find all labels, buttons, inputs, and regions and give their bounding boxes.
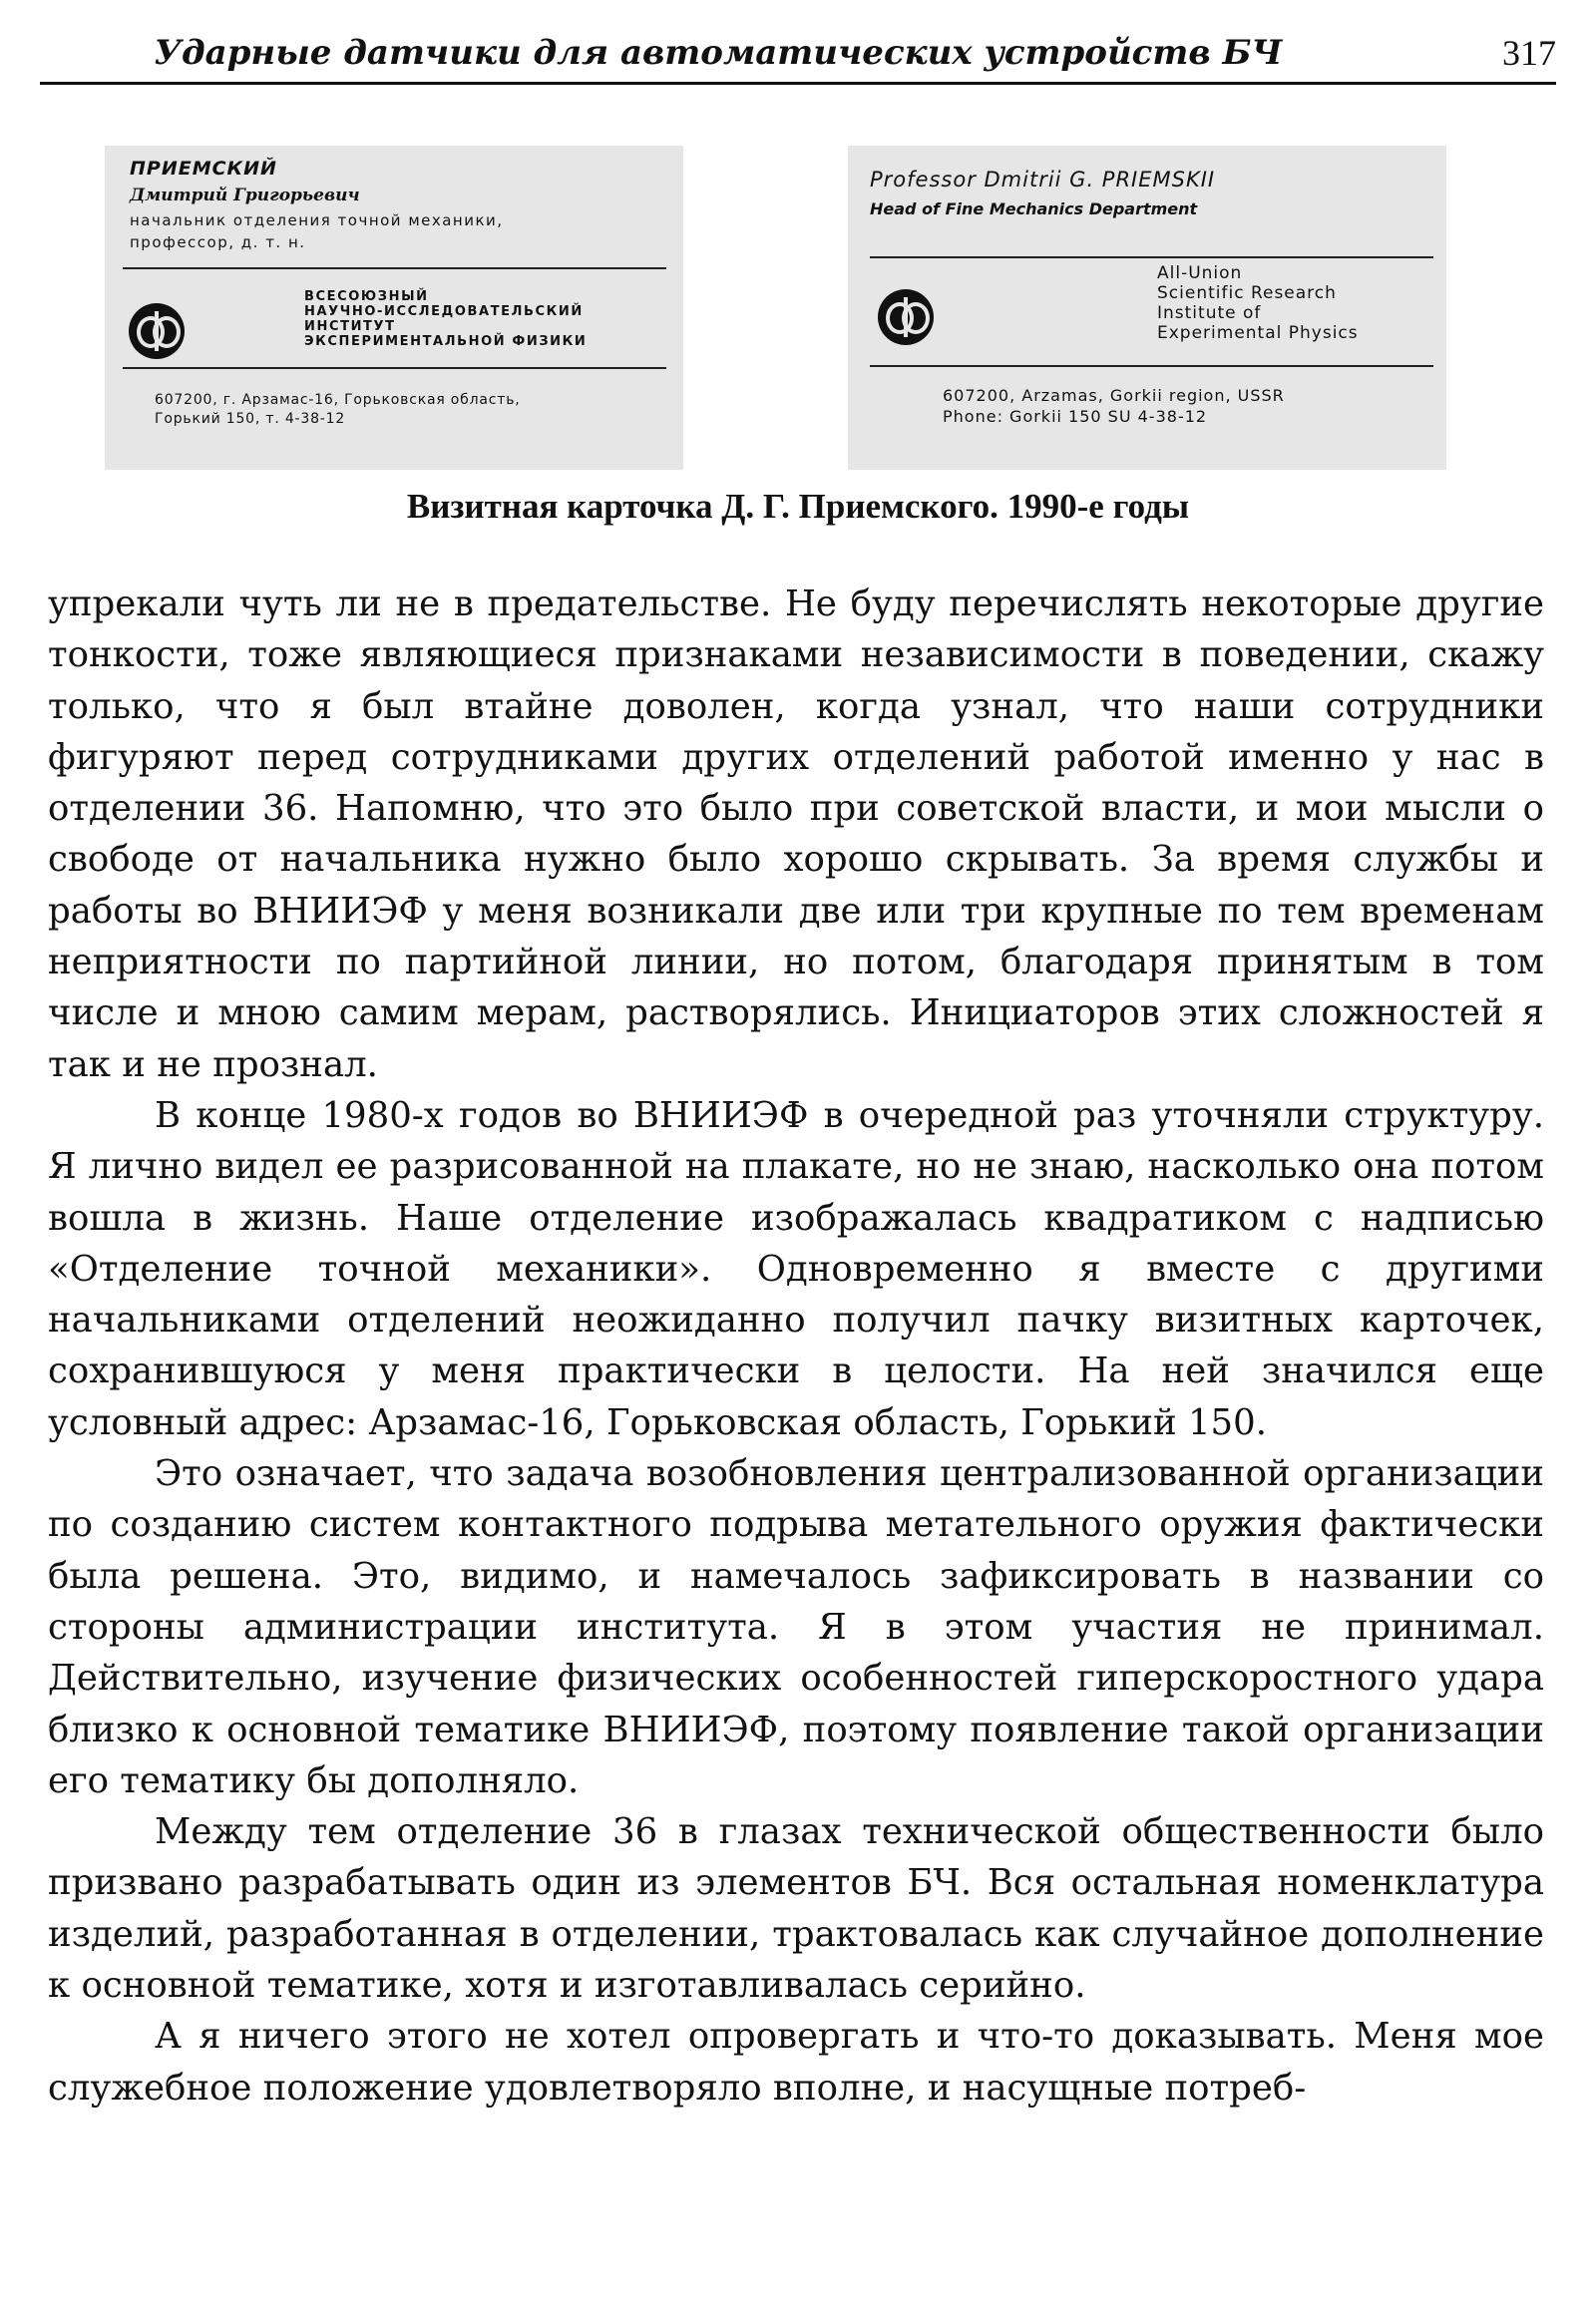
card-divider-bottom xyxy=(870,365,1433,367)
institute-line: Experimental Physics xyxy=(1157,323,1359,343)
business-card-english xyxy=(848,146,1446,470)
address-line: Phone: Gorkii 150 SU 4-38-12 xyxy=(943,407,1208,426)
page-number: 317 xyxy=(1502,33,1556,73)
paragraph: Между тем отделение 36 в глазах технической общественности было призвано разрабатывать один из элементов БЧ. Вся остальная номенклатура изделий, разработанная в отделении, трактовалась как случайное дополнение к основной тематике, хотя и изготавливалась серийно. xyxy=(48,1811,1544,2007)
card-surname: ПРИЕМСКИЙ xyxy=(130,158,277,180)
card-name: Professor Dmitrii G. PRIEMSKII xyxy=(870,168,1216,192)
vniief-logo-icon xyxy=(878,289,934,345)
card-divider-bottom xyxy=(123,367,666,369)
institute-line: ЭКСПЕРИМЕНТАЛЬНОЙ ФИЗИКИ xyxy=(304,334,588,349)
paragraph: А я ничего этого не хотел опровергать и что-то доказывать. Меня мое служебное положение удовлетворяло вполне, и насущные потреб- xyxy=(48,2016,1544,2109)
business-card-russian xyxy=(105,146,683,470)
address-line: Горький 150, т. 4-38-12 xyxy=(155,411,346,427)
card-position: Head of Fine Mechanics Department xyxy=(870,199,1198,218)
card-divider-top xyxy=(870,256,1433,258)
figure-caption: Визитная карточка Д. Г. Приемского. 1990-е годы xyxy=(406,487,1190,526)
paragraph: упрекали чуть ли не в предательстве. Не буду перечислять некоторые другие тонкости, тоже являющиеся признаками независимости в поведении, скажу только, что я был втайне доволен, когда узнал, что наши сотрудники фигуряют перед сотрудниками других отделений работой именно у нас в отделении 36. Напомню, что это было при советской власти, и мои мысли о свободе от начальника нужно было хорошо скрывать. За время службы и работы во ВНИИЭФ у меня возникали две или три крупные по тем временам неприятности по партийной линии, но потом, благодаря принятым в том числе и мною самим мерам, растворялись. Инициаторов этих сложностей я так и не прознал. xyxy=(48,583,1544,1085)
header-rule xyxy=(40,82,1556,85)
institute-line: Institute of xyxy=(1157,303,1262,323)
institute-line: All-Union xyxy=(1157,263,1243,283)
institute-line: ИНСТИТУТ xyxy=(304,319,396,334)
card-address xyxy=(155,391,521,429)
card-position-line2: профессор, д. т. н. xyxy=(130,233,306,251)
institute-line: НАУЧНО-ИССЛЕДОВАТЕЛЬСКИЙ xyxy=(304,304,584,319)
running-head xyxy=(40,28,1556,78)
address-line: 607200, Arzamas, Gorkii region, USSR xyxy=(943,386,1285,405)
body-text xyxy=(48,578,1544,2114)
card-address xyxy=(943,385,1285,427)
institute-line: ВСЕСОЮЗНЫЙ xyxy=(304,289,429,304)
card-institute xyxy=(304,289,587,349)
institute-line: Scientific Research xyxy=(1157,283,1337,303)
card-divider-top xyxy=(123,267,666,269)
card-name-patronymic: Дмитрий Григорьевич xyxy=(130,186,360,205)
paragraph: В конце 1980-х годов во ВНИИЭФ в очередной раз уточняли структуру. Я лично видел ее разрисованной на плакате, но не знаю, насколько она потом вошла в жизнь. Наше отделение изображалась квадратиком с надписью «Отделение точной механики». Одновременно я вместе с другими начальниками отделений неожиданно получил пачку визитных карточек, сохранившуюся у меня практически в целости. На ней значился еще условный адрес: Арзамас-16, Горьковская область, Горький 150. xyxy=(48,1094,1544,1443)
card-position-line1: начальник отделения точной механики, xyxy=(130,211,504,229)
address-line: 607200, г. Арзамас-16, Горьковская область, xyxy=(155,392,521,408)
running-title: Ударные датчики для автоматических устройств БЧ xyxy=(154,33,1283,73)
vniief-logo-icon xyxy=(129,303,185,359)
card-institute xyxy=(1157,263,1359,343)
paragraph: Это означает, что задача возобновления централизованной организации по созданию систем контактного подрыва метательного оружия фактически была решена. Это, видимо, и намечалось зафиксировать в названии со стороны администрации института. Я в этом участия не принимал. Действительно, изучение физических особенностей гиперскоростного удара близко к основной тематике ВНИИЭФ, поэтому появление такой организации его тематику бы дополняло. xyxy=(48,1453,1544,1801)
